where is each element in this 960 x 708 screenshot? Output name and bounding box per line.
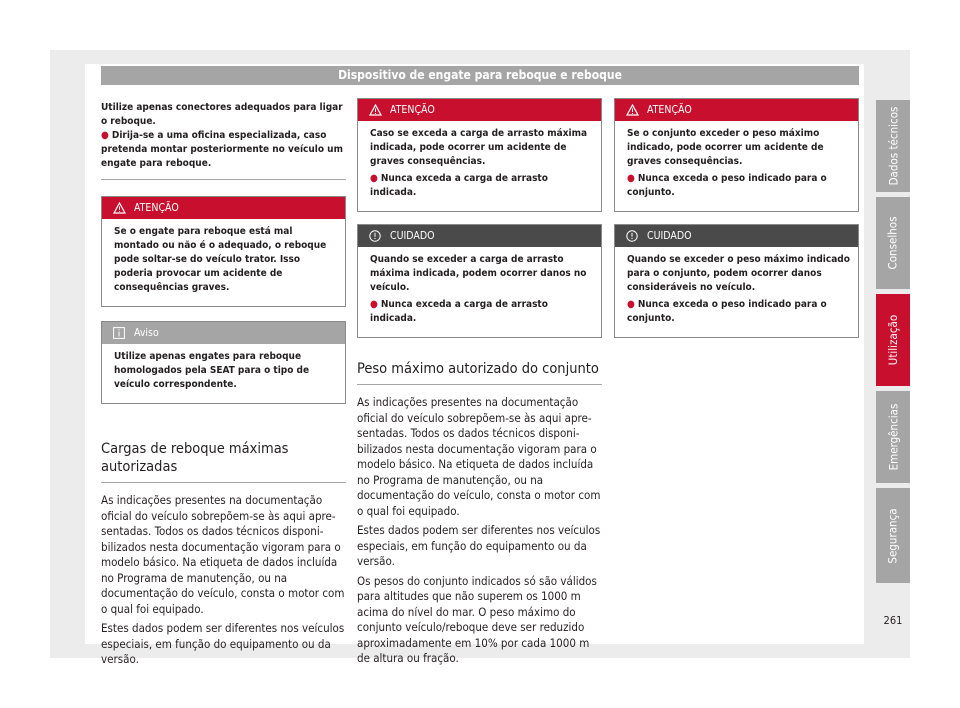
bullet-icon: ● bbox=[627, 173, 635, 184]
caution-circle-icon bbox=[368, 229, 382, 243]
column-1 bbox=[101, 98, 346, 672]
intro-note bbox=[101, 98, 346, 171]
section-title: Cargas de reboque máximas autorizadas bbox=[101, 440, 346, 483]
note-text: Utilize apenas engates para reboque homologados pela SEAT para o tipo de veículo correspondente. bbox=[114, 351, 310, 390]
intro-paragraph: Utilize apenas conectores adequados para ligar o reboque. bbox=[101, 102, 343, 127]
warning-header bbox=[358, 99, 601, 121]
warning-box bbox=[357, 98, 602, 212]
note-box bbox=[101, 321, 346, 404]
divider bbox=[101, 179, 346, 180]
tab-conselhos[interactable]: Conselhos bbox=[876, 197, 910, 289]
caution-text: Quando se exceder o peso máximo indicado para o conjunto, podem ocorrer danos consideráveis no veículo. bbox=[627, 254, 850, 293]
warning-triangle-icon bbox=[368, 103, 382, 117]
note-header bbox=[102, 322, 345, 344]
caution-header bbox=[358, 225, 601, 247]
note-body bbox=[102, 344, 345, 403]
bullet-icon: ● bbox=[101, 130, 109, 141]
body-paragraph: Os pesos do conjunto indicados só são válidos para altitudes que não superem os 1000 m acima do nível do mar. O peso máximo do conjunto veículo/reboque deve ser reduzido aproximadamente em 10% por cada 1000 m de altura ou fração. bbox=[357, 573, 597, 665]
caution-body bbox=[358, 247, 601, 337]
warning-text: Se o engate para reboque está mal montado ou não é o adequado, o reboque pode soltar-se do veículo trator. Isso poderia provocar um acidente de consequências graves. bbox=[114, 226, 327, 293]
warning-label: ATENÇÃO bbox=[390, 104, 435, 116]
body-paragraph: As indicações presentes na documentação oficial do veículo sobrepõem-se às aqui apresentadas. Todos os dados técnicos disponibilizados nesta documentação vigoram para o modelo básico. Na etiqueta de dados incluída no Programa de manutenção, ou na documentação do veículo, consta o motor com o qual foi equipado. bbox=[101, 493, 345, 616]
tab-utilizacao[interactable]: Utilização bbox=[876, 294, 910, 386]
warning-body bbox=[615, 121, 858, 211]
caution-label: CUIDADO bbox=[647, 230, 692, 242]
column-2 bbox=[357, 98, 602, 671]
caution-label: CUIDADO bbox=[390, 230, 435, 242]
tab-emergencias[interactable]: Emergências bbox=[876, 391, 910, 483]
warning-text: Caso se exceda a carga de arrasto máxima indicada, pode ocorrer um acidente de graves consequências. bbox=[370, 128, 588, 167]
bullet-icon: ● bbox=[627, 299, 635, 310]
warning-label: ATENÇÃO bbox=[134, 202, 179, 214]
bullet-icon: ● bbox=[370, 173, 378, 184]
page-header bbox=[101, 66, 859, 85]
warning-bullet: ● Nunca exceda o peso indicado para o conjunto. bbox=[627, 173, 827, 198]
caution-body bbox=[615, 247, 858, 337]
warning-text: Se o conjunto exceder o peso máximo indicado, pode ocorrer um acidente de graves consequências. bbox=[627, 128, 824, 167]
tab-dados-tecnicos[interactable]: Dados técnicos bbox=[876, 100, 910, 192]
warning-header bbox=[615, 99, 858, 121]
warning-label: ATENÇÃO bbox=[647, 104, 692, 116]
intro-bullet: ● Dirija-se a uma oficina especializada, caso pretenda montar posteriormente no veículo um engate para reboque. bbox=[101, 130, 343, 169]
warning-body bbox=[102, 219, 345, 306]
body-text bbox=[357, 395, 602, 667]
body-paragraph: Estes dados podem ser diferentes nos veículos especiais, em função do equipamento ou da versão. bbox=[357, 523, 601, 568]
tab-seguranca[interactable]: Segurança bbox=[876, 488, 910, 583]
warning-box bbox=[101, 196, 346, 307]
section-title: Peso máximo autorizado do conjunto bbox=[357, 360, 602, 385]
warning-box bbox=[614, 98, 859, 212]
warning-body bbox=[358, 121, 601, 211]
body-text bbox=[101, 493, 346, 668]
caution-box bbox=[614, 224, 859, 338]
body-paragraph: As indicações presentes na documentação oficial do veículo sobrepõem-se às aqui apresentadas. Todos os dados técnicos disponibilizados nesta documentação vigoram para o modelo básico. Na etiqueta de dados incluída no Programa de manutenção, ou na documentação do veículo, consta o motor com o qual foi equipado. bbox=[357, 395, 601, 518]
info-icon bbox=[112, 326, 126, 340]
warning-triangle-icon bbox=[112, 201, 126, 215]
warning-bullet: ● Nunca exceda a carga de arrasto indicada. bbox=[370, 173, 548, 198]
caution-header bbox=[615, 225, 858, 247]
caution-circle-icon bbox=[625, 229, 639, 243]
body-paragraph: Estes dados podem ser diferentes nos veículos especiais, em função do equipamento ou da versão. bbox=[101, 621, 345, 666]
warning-header bbox=[102, 197, 345, 219]
column-3 bbox=[614, 98, 859, 350]
note-label: Aviso bbox=[134, 327, 159, 339]
page-number: 261 bbox=[883, 614, 903, 627]
caution-bullet: ● Nunca exceda a carga de arrasto indicada. bbox=[370, 299, 548, 324]
bullet-icon: ● bbox=[370, 299, 378, 310]
page-title: Dispositivo de engate para reboque e reboque bbox=[338, 68, 622, 82]
caution-box bbox=[357, 224, 602, 338]
caution-text: Quando se exceder a carga de arrasto máxima indicada, podem ocorrer danos no veículo. bbox=[370, 254, 587, 293]
warning-triangle-icon bbox=[625, 103, 639, 117]
caution-bullet: ● Nunca exceda o peso indicado para o conjunto. bbox=[627, 299, 827, 324]
